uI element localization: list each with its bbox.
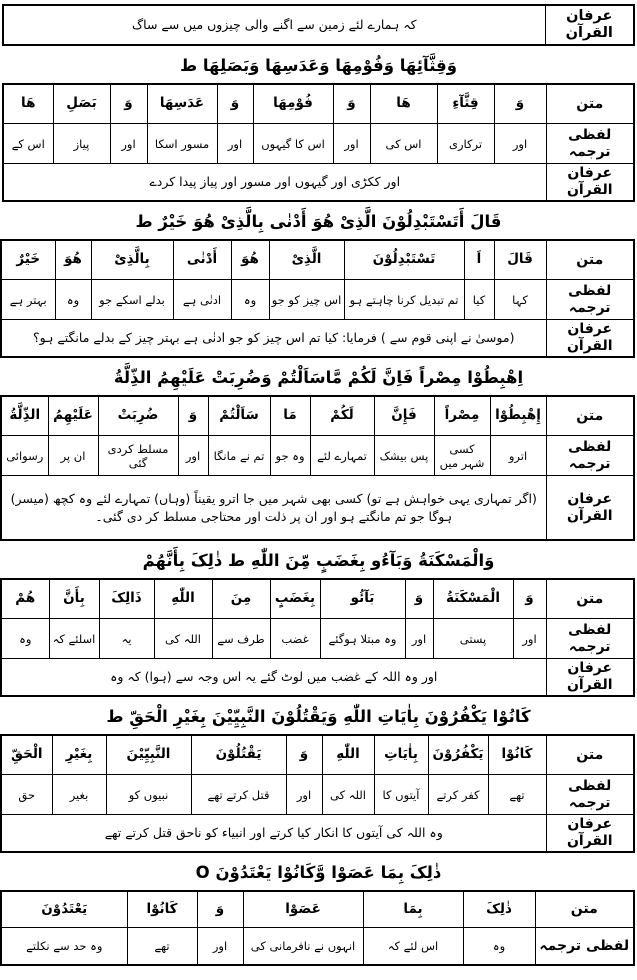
matn-word: عَلَیْهِمُ	[48, 396, 98, 436]
matn-word: هَا	[3, 84, 53, 124]
lafzi-word: تم نے مانگا	[208, 436, 270, 476]
verse-table-4	[0, 578, 635, 697]
lafzi-word: اترو	[490, 436, 546, 476]
lafzi-row	[1, 928, 634, 965]
matn-word: فُوْمِهَا	[253, 84, 333, 124]
lafzi-word: اور	[217, 124, 253, 164]
matn-word: إِهْبِطُوْا	[490, 396, 546, 436]
matn-word: مَا	[270, 396, 310, 436]
lafzi-word: وہ حد سے نکلتے	[1, 928, 127, 965]
matn-word: هَا	[370, 84, 437, 124]
matn-word: تَسْتَبْدِلُوْنَ	[344, 240, 464, 280]
lafzi-word: کفر کرتے	[428, 775, 488, 815]
matn-word: وَ	[110, 84, 147, 124]
verse-heading-4: وَالْمَسْكَنَةُ وَبَآءُو بِغَضَبٍ مِّنَ اللّٰهِ ط ذٰلِکَ بِأَنَّهُمْ	[142, 550, 495, 570]
matn-word: يَقْتُلُوْنَ	[191, 735, 286, 775]
lafzi-word: طرف سے	[212, 619, 270, 659]
matn-word: بِاٰيَاتِ	[374, 735, 428, 775]
irfan-translation-text: اور ککڑی اور گیہوں اور مسور اور پیاز پیدا کردے	[3, 164, 546, 201]
matn-word: يَعْتَدُوْنَ	[1, 891, 127, 928]
row-label-matn: متن	[546, 396, 634, 436]
matn-word: يَكْفُرُوْنَ	[428, 735, 488, 775]
row-label-lafzi: لفظی ترجمہ	[535, 928, 634, 965]
verse-heading-5: كَانُوْا يَكْفُرُوْنَ بِاٰيَاتِ اللّٰهِ وَيَقْتُلُوْنَ النَّبِيِّيْنَ بِغَيْرِ الْحَقِّ ط	[106, 706, 531, 726]
lafzi-word: یہ	[99, 619, 154, 659]
lafzi-row	[3, 124, 634, 164]
matn-word: خَیْرٌ	[1, 240, 55, 280]
verse-table-3	[0, 395, 635, 541]
irfan-row	[3, 164, 634, 201]
irfan-translation-text: وہ اللہ کی آیتوں کا انکار کیا کرتے اور انبیاء کو ناحق قتل کرتے تھے	[1, 815, 546, 852]
matn-word: وَ	[333, 84, 370, 124]
row-label-matn: متن	[535, 891, 634, 928]
lafzi-word: مسور اسکا	[147, 124, 217, 164]
row-label-lafzi: لفظی ترجمہ	[546, 436, 634, 476]
matn-word: سَاَلْتُمْ	[208, 396, 270, 436]
lafzi-word: بہتر ہے	[1, 280, 55, 320]
matn-word: ذٰلِکَ	[463, 891, 535, 928]
irfan-translation-text: (اگر تمہاری یہی خواہش ہے تو) کسی بھی شہر میں جا اترو یقیناً (وہاں) تمہارے لئے وہ کچھ (میسر) ہوگا جو تم مانگتے ہو اور ان پر ذلت اور محتاجی مسلط کر دی گئی۔	[1, 476, 546, 540]
matn-word: ضُرِبَتْ	[98, 396, 178, 436]
lafzi-word: بدلے اسکے جو	[91, 280, 173, 320]
row-label-matn: متن	[546, 84, 634, 124]
verse-heading-3: اِهْبِطُوْا مِصْراً فَاِنَّ لَكُمْ مَّاسَاَلْتُمْ وَضُرِبَتْ عَلَیْهِمُ الذِّلَّةُ	[113, 368, 524, 388]
lafzi-word: بغیر	[52, 775, 106, 815]
matn-word: وَ	[217, 84, 253, 124]
lafzi-word: پیاز	[53, 124, 110, 164]
lafzi-word: تم تبدیل کرنا چاہتے ہو	[344, 280, 464, 320]
lafzi-word: اس کا گیہوں	[253, 124, 333, 164]
lafzi-row	[1, 280, 634, 320]
lafzi-word: اللہ کی	[322, 775, 374, 815]
matn-word: عَصَوْا	[243, 891, 363, 928]
irfan-translation-text: (موسیٰ نے اپنی قوم سے ) فرمایا: کیا تم اس چیز کو جو ادنٰی ہے بہتر چیز کے بدلے مانگتے ہو؟	[1, 320, 546, 357]
matn-word: النَّبِيِّيْنَ	[106, 735, 191, 775]
lafzi-word: اور	[110, 124, 147, 164]
matn-row	[1, 579, 634, 619]
lafzi-word: کیا	[464, 280, 494, 320]
matn-word: كَانُوْا	[127, 891, 197, 928]
lafzi-word: اور	[286, 775, 322, 815]
verse-table-1	[2, 83, 635, 202]
verse-heading-1: وَقِثَّآئِهَا وَفُوْمِهَا وَعَدَسِهَا وَبَصَلِهَا ط	[179, 56, 457, 75]
lafzi-word: اس چیز کو جو	[269, 280, 344, 320]
matn-word: بَصَلِ	[53, 84, 110, 124]
matn-word: الَّذِیْ	[269, 240, 344, 280]
lafzi-word: وہ	[231, 280, 269, 320]
lafzi-word: اور	[405, 619, 433, 659]
matn-word: وَ	[286, 735, 322, 775]
row-label-matn: متن	[546, 579, 634, 619]
row-label-irfan: عرفان القرآن	[546, 659, 634, 696]
lafzi-word: وہ جو	[270, 436, 310, 476]
irfan-row	[1, 476, 634, 540]
matn-word: ذَالِکَ	[99, 579, 154, 619]
row-label-matn: متن	[546, 735, 634, 775]
matn-word: اللّٰهِ	[154, 579, 212, 619]
lafzi-word: اور	[333, 124, 370, 164]
row-label-irfan: عرفان القرآن	[546, 320, 634, 357]
lafzi-word: غضب	[270, 619, 320, 659]
matn-word: الْمَسْكَنَةُ	[433, 579, 513, 619]
irfan-top-table	[2, 4, 635, 46]
matn-word: أَدْنٰی	[173, 240, 231, 280]
lafzi-row	[1, 619, 634, 659]
verse-table-2	[0, 239, 635, 358]
lafzi-word: اس کے	[3, 124, 53, 164]
lafzi-word: وہ	[55, 280, 91, 320]
lafzi-row	[1, 436, 634, 476]
lafzi-word: نبیوں کو	[106, 775, 191, 815]
lafzi-word: مسلط کردی گئی	[98, 436, 178, 476]
verse-table-6	[0, 890, 635, 966]
row-label-matn: متن	[546, 240, 634, 280]
lafzi-word: وہ	[463, 928, 535, 965]
lafzi-word: اللہ کی	[154, 619, 212, 659]
lafzi-word: تمہارے لئے	[310, 436, 374, 476]
matn-word: بِمَا	[363, 891, 463, 928]
matn-word: اَ	[464, 240, 494, 280]
lafzi-word: پستی	[433, 619, 513, 659]
lafzi-word: اور	[178, 436, 208, 476]
matn-row	[1, 240, 634, 280]
matn-word: هُوَ	[231, 240, 269, 280]
matn-word: قِثَّآءِ	[437, 84, 494, 124]
lafzi-word: اور	[197, 928, 243, 965]
verse-table-5	[0, 734, 635, 853]
row-label-lafzi: لفظی ترجمہ	[546, 280, 634, 320]
matn-word: فَإِنَّ	[374, 396, 434, 436]
lafzi-word: وہ	[1, 619, 49, 659]
lafzi-word: قتل کرتے تھے	[191, 775, 286, 815]
lafzi-word: کہا	[494, 280, 546, 320]
lafzi-word: رسوائی	[1, 436, 48, 476]
matn-word: كَانُوْا	[488, 735, 546, 775]
matn-row	[1, 396, 634, 436]
lafzi-word: اس لئے کہ	[363, 928, 463, 965]
matn-row	[1, 735, 634, 775]
lafzi-word: تھے	[488, 775, 546, 815]
matn-word: قَالَ	[494, 240, 546, 280]
lafzi-word: ادنٰی ہے	[173, 280, 231, 320]
row-label-irfan: عرفان القرآن	[545, 5, 634, 45]
matn-word: بِغَيْرِ	[52, 735, 106, 775]
row-label-lafzi: لفظی ترجمہ	[546, 775, 634, 815]
lafzi-row	[1, 775, 634, 815]
matn-word: الذِّلَّةُ	[1, 396, 48, 436]
matn-word: بَآئُو	[320, 579, 405, 619]
row-label-irfan: عرفان القرآن	[546, 164, 634, 201]
irfan-banner-row	[3, 5, 634, 45]
matn-word: مِصْراً	[434, 396, 490, 436]
matn-word: وَ	[405, 579, 433, 619]
matn-word: لَكُمْ	[310, 396, 374, 436]
matn-word: وَ	[513, 579, 546, 619]
lafzi-word: اس کی	[370, 124, 437, 164]
matn-word: وَ	[178, 396, 208, 436]
matn-word: عَدَسِهَا	[147, 84, 217, 124]
irfan-translation-text: کہ ہمارے لئے زمین سے اگنے والی چیزوں میں سے ساگ	[3, 5, 545, 45]
irfan-row	[1, 815, 634, 852]
verse-heading-2: قَالَ أَتَسْتَبْدِلُوْنَ الَّذِیْ هُوَ أَدْنٰی بِالَّذِیْ هُوَ خَیْرٌ ط	[135, 212, 502, 232]
row-label-lafzi: لفظی ترجمہ	[546, 619, 634, 659]
lafzi-word: کسی شہر میں	[434, 436, 490, 476]
lafzi-word: اور	[494, 124, 546, 164]
matn-word: وَ	[494, 84, 546, 124]
matn-word: الْحَقِّ	[1, 735, 52, 775]
matn-word: بِغَضَبٍ	[270, 579, 320, 619]
row-label-irfan: عرفان القرآن	[546, 815, 634, 852]
lafzi-word: اور	[513, 619, 546, 659]
lafzi-word: انہوں نے نافرمانی کی	[243, 928, 363, 965]
matn-word: هُوَ	[55, 240, 91, 280]
lafzi-word: پس بیشک	[374, 436, 434, 476]
lafzi-word: اسلئے کہ	[49, 619, 99, 659]
lafzi-word: آیتوں کا	[374, 775, 428, 815]
irfan-row	[1, 659, 634, 696]
matn-word: وَ	[197, 891, 243, 928]
lafzi-word: حق	[1, 775, 52, 815]
matn-word: بِأَنَّ	[49, 579, 99, 619]
matn-word: هُمْ	[1, 579, 49, 619]
matn-word: اللّٰهِ	[322, 735, 374, 775]
matn-word: مِنَ	[212, 579, 270, 619]
lafzi-word: ترکاری	[437, 124, 494, 164]
matn-word: بِالَّذِیْ	[91, 240, 173, 280]
row-label-irfan: عرفان القرآن	[546, 476, 634, 540]
lafzi-word: ان پر	[48, 436, 98, 476]
irfan-translation-text: اور وہ اللہ کے غضب میں لوٹ گئے یہ اس وجہ سے (ہوا) کہ وہ	[1, 659, 546, 696]
lafzi-word: وہ مبتلا ہوگئے	[320, 619, 405, 659]
matn-row	[3, 84, 634, 124]
irfan-row	[1, 320, 634, 357]
row-label-lafzi: لفظی ترجمہ	[546, 124, 634, 164]
lafzi-word: تھے	[127, 928, 197, 965]
matn-row	[1, 891, 634, 928]
verse-heading-6: ذٰلِکَ بِمَا عَصَوْا وَّكَانُوْا يَعْتَدُوْنَ O	[195, 862, 442, 882]
